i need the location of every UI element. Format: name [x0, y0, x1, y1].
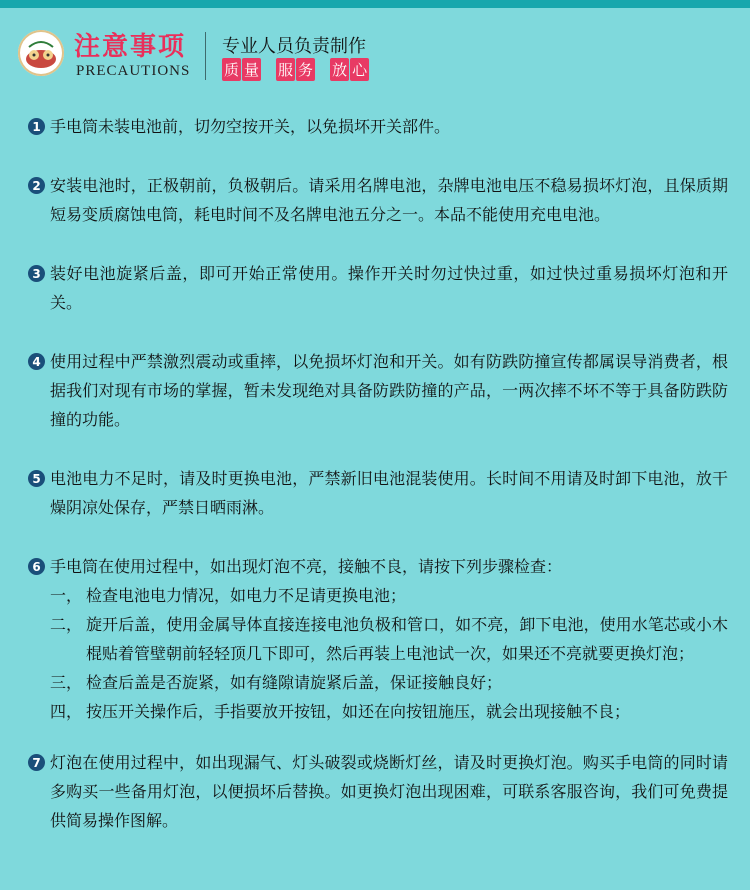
item-text: 灯泡在使用过程中，如出现漏气、灯头破裂或烧断灯丝，请及时更换灯泡。购买手电筒的同时请多购买一些备用灯泡，以便损坏后替换。如更换灯泡出现困难，可联系客服咨询，我们可免费提供简易操作图解。 — [50, 753, 728, 830]
step-marker: 四， — [50, 702, 83, 721]
tag-badge: 放 心 — [330, 58, 370, 81]
item-text: 使用过程中严禁激烈震动或重摔，以免损坏灯泡和开关。如有防跌防撞宣传都属误导消费者，根据我们对现有市场的掌握，暂未发现绝对具备防跌防撞的产品，一两次摔不坏不等于具备防跌防撞的功能。 — [50, 352, 728, 429]
slogan: 专业人员负责制作 — [222, 36, 366, 57]
item-number-badge: 4 — [28, 353, 45, 370]
item-text: 安装电池时，正极朝前，负极朝后。请采用名牌电池，杂牌电池电压不稳易损坏灯泡，且保质期短易变质腐蚀电筒，耗电时间不及名牌电池五分之一。本品不能使用充电电池。 — [50, 176, 728, 224]
tag-badge: 服 务 — [276, 58, 316, 81]
item-number-badge: 7 — [28, 754, 45, 771]
item-text: 装好电池旋紧后盖，即可开始正常使用。操作开关时勿过快过重，如过快过重易损坏灯泡和开关。 — [50, 264, 728, 312]
check-step — [28, 610, 728, 668]
logo-mascot-icon — [21, 33, 61, 73]
step-text: 按压开关操作后，手指要放开按钮，如还在向按钮施压，就会出现接触不良； — [86, 702, 631, 721]
item-number-badge: 2 — [28, 177, 45, 194]
step-text: 检查后盖是否旋紧，如有缝隙请旋紧后盖，保证接触良好； — [86, 673, 503, 692]
item-number-badge: 5 — [28, 470, 45, 487]
item-text: 手电筒在使用过程中，如出现灯泡不亮，接触不良，请按下列步骤检查： — [50, 557, 563, 576]
item-text: 手电筒未装电池前，切勿空按开关，以免损坏开关部件。 — [50, 117, 451, 136]
step-marker: 二， — [50, 615, 83, 634]
precaution-item — [28, 112, 728, 141]
step-marker: 三， — [50, 673, 83, 692]
item-number-badge: 3 — [28, 265, 45, 282]
header — [0, 8, 750, 98]
precautions-list — [28, 112, 728, 865]
top-bar — [0, 0, 750, 8]
precaution-item — [28, 464, 728, 522]
item-number-badge: 6 — [28, 558, 45, 575]
tag-badge: 质 量 — [222, 58, 262, 81]
check-step — [28, 581, 728, 610]
page-title: 注意事项 — [74, 32, 187, 62]
precaution-item — [28, 259, 728, 317]
precaution-item — [28, 347, 728, 434]
header-divider — [205, 32, 206, 80]
precaution-item — [28, 748, 728, 835]
item-text: 电池电力不足时，请及时更换电池，严禁新旧电池混装使用。长时间不用请及时卸下电池，放干燥阴凉处保存，严禁日晒雨淋。 — [50, 469, 728, 517]
check-step — [28, 697, 728, 726]
brand-logo — [18, 30, 64, 76]
page-subtitle: PRECAUTIONS — [76, 63, 191, 79]
precaution-item — [28, 171, 728, 229]
step-text: 旋开后盖，使用金属导体直接连接电池负极和管口，如不亮，卸下电池，使用水笔芯或小木棍贴着管壁朝前轻轻顶几下即可，然后再装上电池试一次，如果还不亮就要更换灯泡； — [86, 615, 728, 663]
check-step — [28, 668, 728, 697]
item-number-badge: 1 — [28, 118, 45, 135]
step-marker: 一， — [50, 586, 83, 605]
tag-list — [222, 58, 370, 81]
step-text: 检查电池电力情况，如电力不足请更换电池； — [86, 586, 407, 605]
precaution-item — [28, 552, 728, 726]
